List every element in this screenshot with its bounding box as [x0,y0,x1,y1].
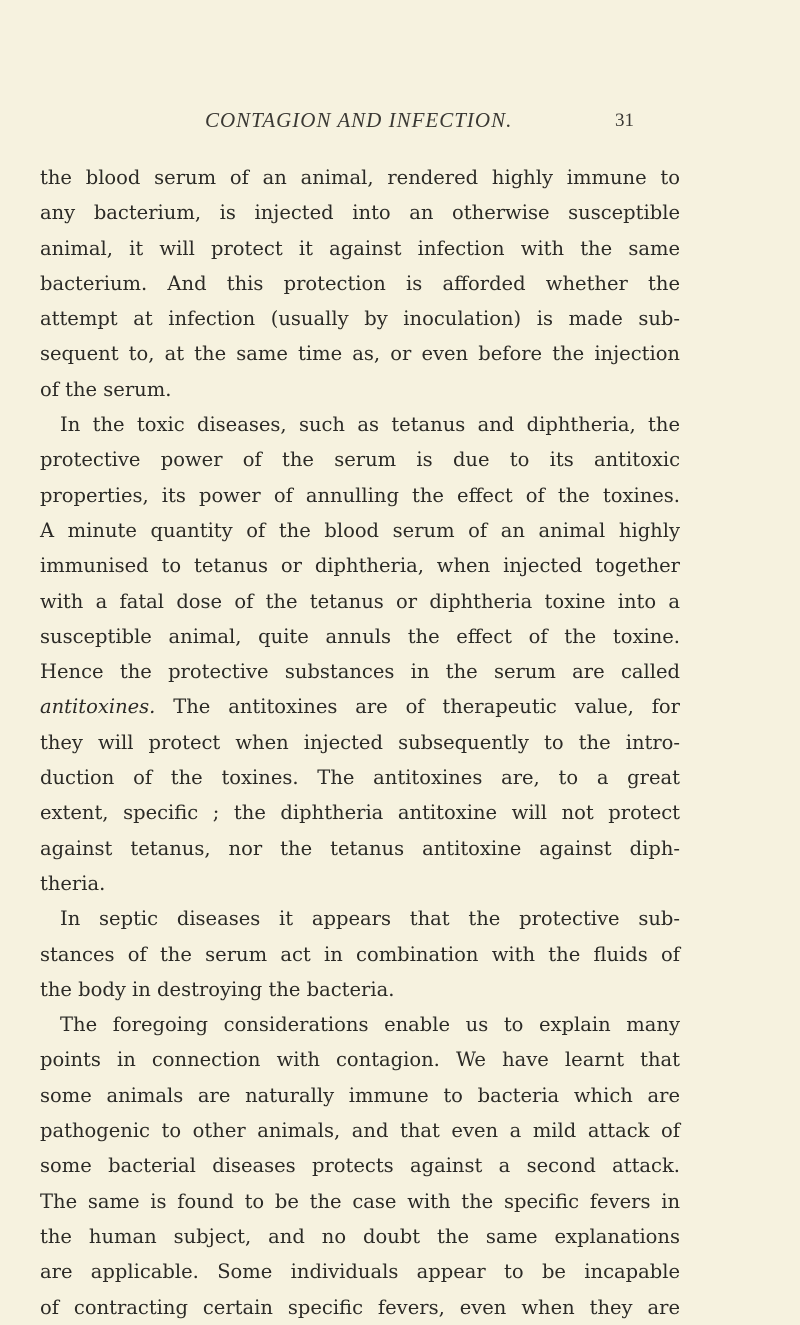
text-line: with a fatal dose of the tetanus or diphtheria toxine into a [40,589,680,613]
text-line: of the serum. [40,377,172,401]
text-line: sequent to, at the same time as, or even before the injection [40,342,680,366]
page-number: 31 [615,110,634,131]
text-line: protective power of the serum is due to its antitoxic [40,448,680,472]
text-line: any bacterium, is injected into an otherwise susceptible [40,201,680,225]
body-text [40,160,680,1325]
text-line: properties, its power of annulling the effect of the toxines. [40,483,680,507]
text-line: Hence the protective substances in the serum are called [40,660,680,684]
running-head [0,108,800,138]
running-title: CONTAGION AND INFECTION. [205,108,513,132]
text-line: of contracting certain specific fevers, even when they are [40,1295,680,1319]
text-line: against tetanus, nor the tetanus antitoxine against diph- [40,836,680,860]
text-line: some animals are naturally immune to bacteria which are [40,1083,680,1107]
text-line: theria. [40,871,106,895]
text-line: they will protect when injected subsequently to the intro- [40,730,680,754]
text-line: are applicable. Some individuals appear to be incapable [40,1260,680,1284]
text-line: The same is found to be the case with the specific fevers in [40,1189,680,1213]
text-line: the human subject, and no doubt the same explanations [40,1224,680,1248]
text-line: some bacterial diseases protects against a second attack. [40,1154,680,1178]
text-line: A minute quantity of the blood serum of an animal highly [40,518,680,542]
text-line: duction of the toxines. The antitoxines are, to a great [40,766,680,790]
text-line: extent, specific ; the diphtheria antitoxine will not protect [40,801,680,825]
text-line: attempt at infection (usually by inoculation) is made sub- [40,307,680,331]
text-line: The foregoing considerations enable us to explain many [60,1013,680,1037]
text-line: immunised to tetanus or diphtheria, when injected together [40,554,680,578]
text-line-with-term [40,689,680,724]
text-segment: The antitoxines are of therapeutic value, for [173,695,680,719]
text-line: In septic diseases it appears that the protective sub- [60,907,680,931]
text-line: bacterium. And this protection is afforded whether the [40,271,680,295]
text-line: animal, it will protect it against infection with the same [40,236,680,260]
italic-term: antitoxines. [40,695,156,719]
text-line: points in connection with contagion. We have learnt that [40,1048,680,1072]
text-line: stances of the serum act in combination with the fluids of [40,942,680,966]
text-line: the blood serum of an animal, rendered highly immune to [40,166,680,189]
text-line: the body in destroying the bacteria. [40,977,395,1001]
text-line: susceptible animal, quite annuls the effect of the toxine. [40,624,680,648]
text-line: pathogenic to other animals, and that even a mild attack of [40,1119,680,1143]
text-line: In the toxic diseases, such as tetanus and diphtheria, the [60,413,680,437]
